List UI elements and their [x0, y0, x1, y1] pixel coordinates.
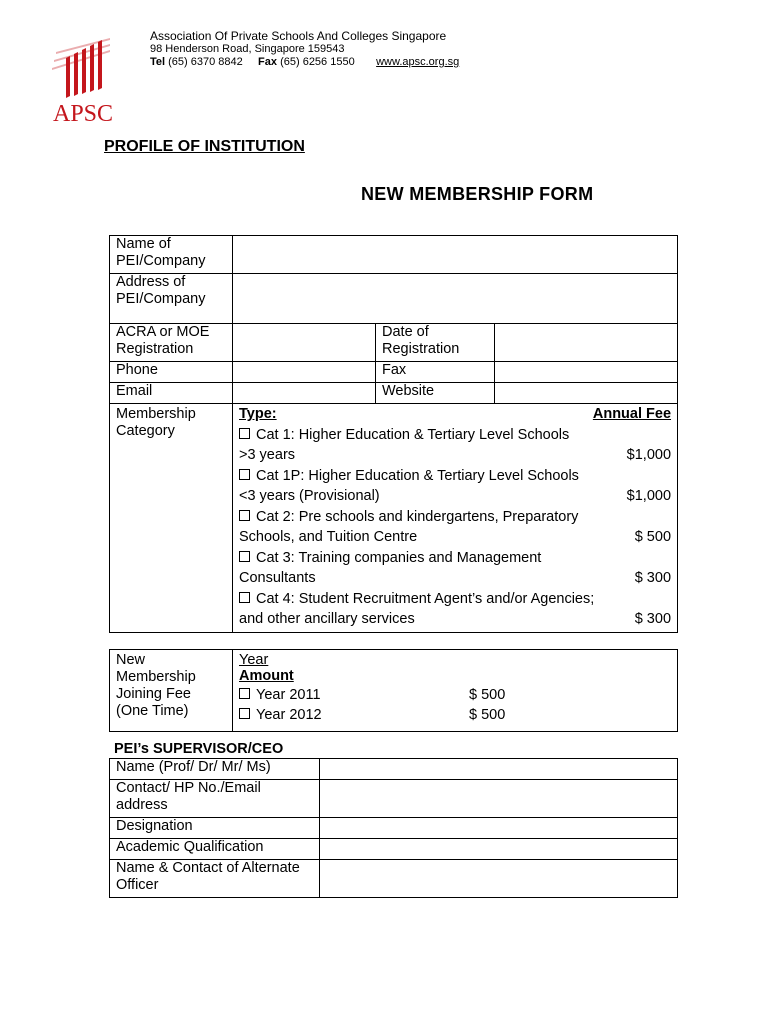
cat3-option[interactable] — [239, 548, 671, 569]
org-name: Association Of Private Schools And Colleges Singapore — [150, 29, 447, 43]
cat1p-label: Cat 1P: Higher Education & Tertiary Level Schools — [256, 467, 579, 484]
joining-fee-table — [109, 649, 678, 732]
cat3-label: Cat 3: Training companies and Management — [256, 549, 542, 566]
checkbox-icon[interactable] — [239, 510, 250, 521]
registration-date-label: Date of Registration — [376, 324, 495, 362]
membership-category-label: Membership Category — [110, 404, 233, 633]
cat3-fee: $ 300 — [634, 570, 672, 586]
cat1-sublabel: >3 years — [239, 447, 296, 463]
registration-date-field[interactable] — [495, 324, 678, 362]
institution-table — [109, 235, 678, 633]
year-2011-label: Year 2011 — [256, 686, 321, 703]
cat1-option[interactable] — [239, 425, 671, 446]
phone-field[interactable] — [233, 362, 376, 383]
website-link[interactable]: www.apsc.org.sg — [376, 56, 460, 68]
checkbox-icon[interactable] — [239, 592, 250, 603]
supervisor-table — [109, 758, 678, 898]
joining-fee-options — [233, 650, 678, 732]
supervisor-title: PEI’s SUPERVISOR/CEO — [114, 741, 284, 757]
annual-fee-label: Annual Fee — [592, 406, 672, 422]
checkbox-icon[interactable] — [239, 428, 250, 439]
acra-label: ACRA or MOE Registration — [110, 324, 233, 362]
cat2-label: Cat 2: Pre schools and kindergartens, Preparatory — [256, 508, 579, 525]
cat4-option[interactable] — [239, 589, 671, 610]
website-field[interactable] — [495, 383, 678, 404]
cat1-fee: $1,000 — [626, 447, 672, 463]
qualification-field[interactable] — [320, 839, 678, 860]
designation-label: Designation — [110, 818, 320, 839]
acra-field[interactable] — [233, 324, 376, 362]
form-title: NEW MEMBERSHIP FORM — [361, 184, 594, 204]
name-label: Name of PEI/Company — [110, 236, 233, 274]
cat4-label: Cat 4: Student Recruitment Agent’s and/or Agencies; — [256, 590, 595, 607]
cat2-sublabel: Schools, and Tuition Centre — [239, 529, 418, 545]
cat2-fee: $ 500 — [634, 529, 672, 545]
org-address: 98 Henderson Road, Singapore 159543 — [150, 43, 345, 55]
year-label: Year — [239, 652, 269, 668]
cat4-sublabel: and other ancillary services — [239, 611, 415, 627]
tel-label: Tel — [150, 56, 166, 68]
fax-label: Fax — [258, 56, 278, 68]
cat4-fee: $ 300 — [634, 611, 672, 627]
logo-text: APSC — [53, 101, 114, 127]
name-field[interactable] — [233, 236, 678, 274]
profile-title: PROFILE OF INSTITUTION — [104, 138, 305, 155]
alternate-officer-field[interactable] — [320, 860, 678, 898]
supervisor-name-label: Name (Prof/ Dr/ Mr/ Ms) — [110, 759, 320, 780]
year-2012-option[interactable] — [239, 705, 671, 726]
supervisor-contact-label: Contact/ HP No./Email address — [110, 780, 320, 818]
org-contact — [150, 56, 459, 68]
checkbox-icon[interactable] — [239, 708, 250, 719]
fax-field[interactable] — [495, 362, 678, 383]
fax-value: (65) 6256 1550 — [280, 56, 355, 68]
cat2-option[interactable] — [239, 507, 671, 528]
fax-label: Fax — [376, 362, 495, 383]
membership-category-options — [233, 404, 678, 633]
cat1p-option[interactable] — [239, 466, 671, 487]
year-2012-label: Year 2012 — [256, 707, 322, 723]
joining-fee-label: New Membership Joining Fee (One Time) — [110, 650, 233, 732]
year-2011-option[interactable] — [239, 685, 671, 706]
alternate-officer-label: Name & Contact of Alternate Officer — [110, 860, 320, 898]
cat3-sublabel: Consultants — [239, 570, 316, 586]
year-2011-fee: $ 500 — [469, 686, 506, 703]
website-label: Website — [376, 383, 495, 404]
address-label: Address of PEI/Company — [110, 274, 233, 324]
qualification-label: Academic Qualification — [110, 839, 320, 860]
checkbox-icon[interactable] — [239, 688, 250, 699]
cat1p-fee: $1,000 — [626, 488, 672, 504]
email-label: Email — [110, 383, 233, 404]
tel-value: (65) 6370 8842 — [168, 56, 243, 68]
supervisor-contact-field[interactable] — [320, 780, 678, 818]
type-label: Type: — [239, 406, 277, 422]
address-field[interactable] — [233, 274, 678, 324]
year-2012-fee: $ 500 — [469, 707, 506, 723]
cat1-label: Cat 1: Higher Education & Tertiary Level Schools — [256, 426, 570, 443]
designation-field[interactable] — [320, 818, 678, 839]
checkbox-icon[interactable] — [239, 551, 250, 562]
phone-label: Phone — [110, 362, 233, 383]
supervisor-name-field[interactable] — [320, 759, 678, 780]
checkbox-icon[interactable] — [239, 469, 250, 480]
cat1p-sublabel: <3 years (Provisional) — [239, 488, 380, 504]
amount-label: Amount — [239, 667, 294, 684]
email-field[interactable] — [233, 383, 376, 404]
